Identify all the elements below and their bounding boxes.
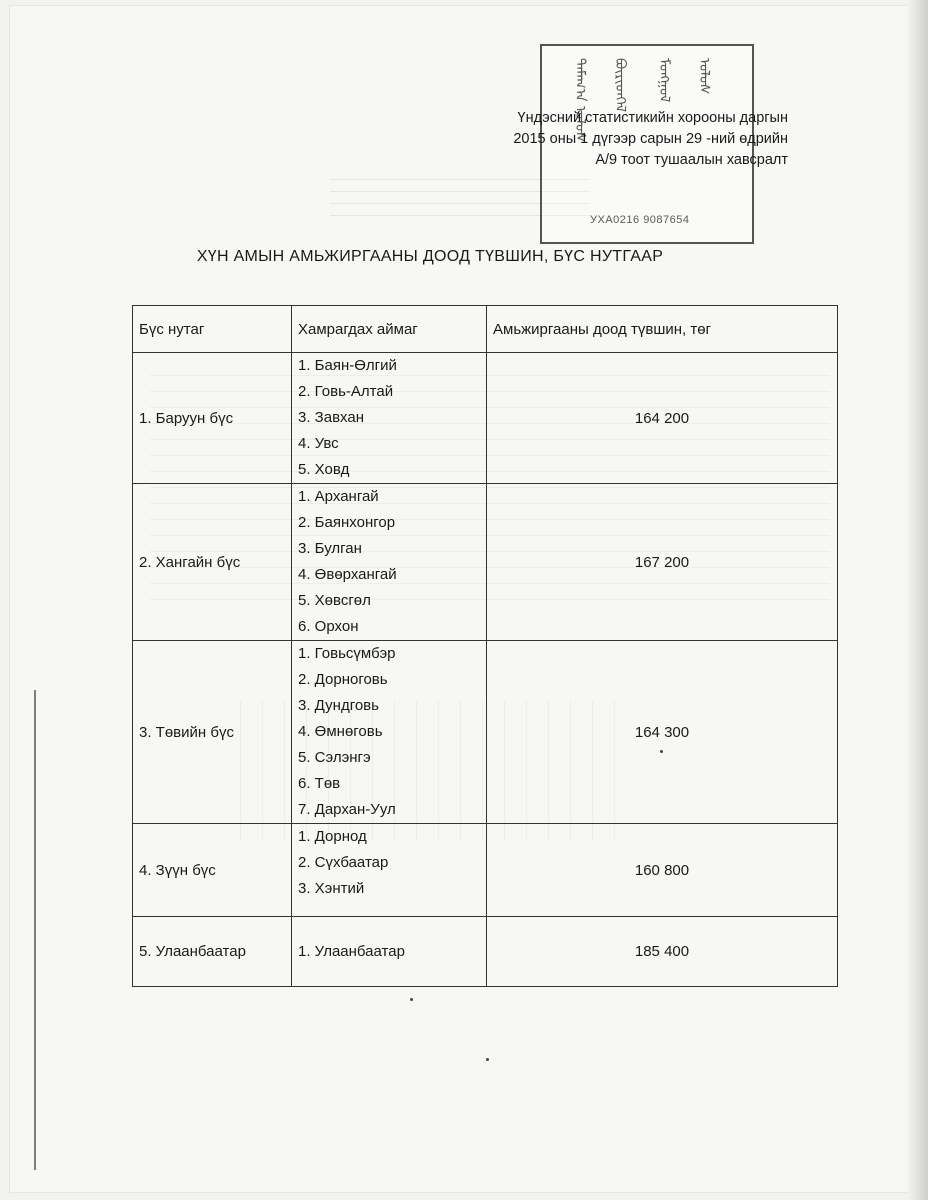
scan-speck — [660, 750, 663, 753]
aimag-cell — [292, 353, 487, 484]
scan-speck — [486, 1058, 489, 1061]
region-cell: 2. Хангайн бүс — [133, 484, 292, 641]
aimag-item: 3. Хэнтий — [298, 880, 365, 897]
column-header-value: Амьжиргааны доод түвшин, төг — [487, 306, 838, 353]
table-header-row — [133, 306, 838, 353]
aimag-item: 1. Архангай — [298, 488, 379, 505]
aimag-item: 4. Өвөрхангай — [298, 566, 397, 583]
aimag-item: 2. Сүхбаатар — [298, 854, 389, 871]
aimag-item: 6. Орхон — [298, 618, 359, 635]
value-cell: 167 200 — [487, 484, 838, 641]
subsistence-table — [132, 305, 838, 987]
header-line: Үндэсний статистикийн хорооны даргын — [517, 110, 788, 126]
stamp-script-line: ᠮᠣᠩᠭᠣᠯ — [656, 58, 672, 103]
column-header-aimag: Хамрагдах аймаг — [292, 306, 487, 353]
column-header-region: Бүс нутаг — [133, 306, 292, 353]
aimag-item: 1. Баян-Өлгий — [298, 357, 397, 374]
aimag-cell — [292, 917, 487, 987]
aimag-item: 7. Дархан-Уул — [298, 801, 396, 818]
aimag-item: 6. Төв — [298, 775, 341, 792]
aimag-item: 3. Завхан — [298, 409, 365, 426]
aimag-item: 3. Дундговь — [298, 697, 379, 714]
region-cell: 4. Зүүн бүс — [133, 824, 292, 917]
region-cell: 3. Төвийн бүс — [133, 641, 292, 824]
aimag-item: 2. Говь-Алтай — [298, 383, 394, 400]
value-cell: 164 200 — [487, 353, 838, 484]
aimag-item: 5. Хөвсгөл — [298, 592, 371, 609]
value-cell: 185 400 — [487, 917, 838, 987]
value-cell: 164 300 — [487, 641, 838, 824]
aimag-cell — [292, 484, 487, 641]
table-row — [133, 824, 838, 917]
region-cell: 5. Улаанбаатар — [133, 917, 292, 987]
aimag-item: 2. Баянхонгор — [298, 514, 396, 531]
document-title: ХҮН АМЫН АМЬЖИРГААНЫ ДООД ТҮВШИН, БҮС НУТГААР — [196, 248, 664, 265]
table-row — [133, 641, 838, 824]
scan-edge — [908, 0, 928, 1200]
header-line: 2015 оны 1 дүгээр сарын 29 -ний өдрийн — [513, 131, 788, 147]
aimag-cell — [292, 824, 487, 917]
stamp-script-line: ᠪᠦᠷᠢᠳᠬᠡᠯ — [612, 58, 628, 112]
aimag-item — [298, 902, 480, 916]
aimag-item: 2. Дорноговь — [298, 671, 388, 688]
value-cell: 160 800 — [487, 824, 838, 917]
scan-margin-line — [34, 690, 36, 1170]
aimag-item: 3. Булган — [298, 540, 362, 557]
aimag-item: 1. Дорнод — [298, 828, 367, 845]
table-row — [133, 484, 838, 641]
stamp-code: УХА0216 9087654 — [590, 214, 690, 226]
aimag-cell — [292, 641, 487, 824]
aimag-item: 4. Өмнөговь — [298, 723, 383, 740]
aimag-item: 1. Говьсүмбэр — [298, 645, 396, 662]
table-row — [133, 917, 838, 987]
header-line: А/9 тоот тушаалын хавсралт — [595, 152, 788, 168]
scan-speck — [410, 998, 413, 1001]
aimag-item: 4. Увс — [298, 435, 339, 452]
stamp-script-line: ᠤᠯᠤᠰ — [696, 58, 712, 95]
table-row — [133, 353, 838, 484]
stamp-script-line: ᠲᠠᠮᠠᠭ᠎ᠠ ᠤᠯᠤᠰ — [572, 58, 588, 143]
aimag-item: 5. Ховд — [298, 461, 350, 478]
aimag-item: 5. Сэлэнгэ — [298, 749, 371, 766]
document-header — [368, 108, 788, 171]
region-cell: 1. Баруун бүс — [133, 353, 292, 484]
aimag-item: 1. Улаанбаатар — [298, 942, 405, 960]
